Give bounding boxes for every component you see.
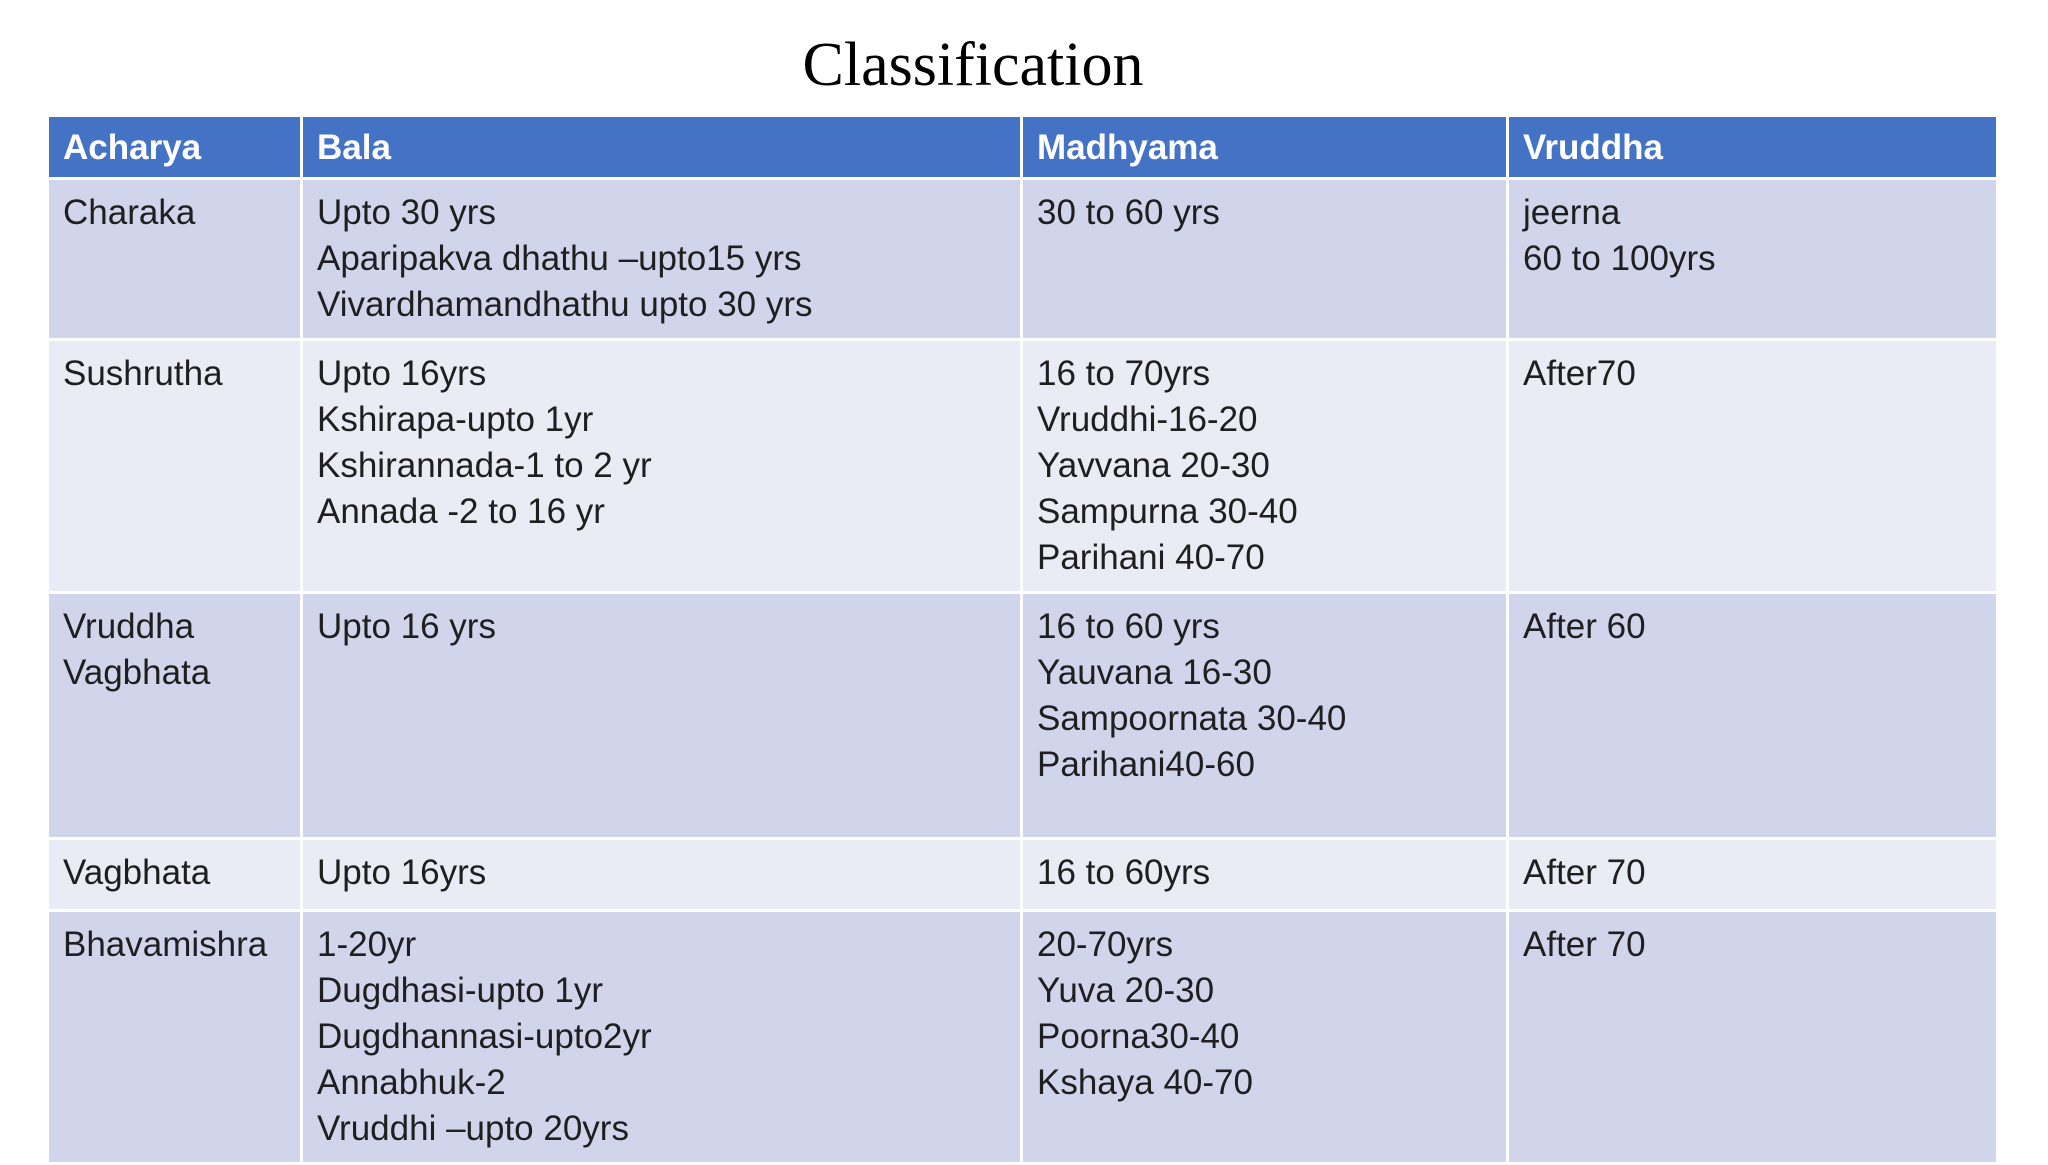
cell-line: After 70 xyxy=(1523,925,1646,964)
cell-bala xyxy=(302,593,1022,839)
cell-line: Kshaya 40-70 xyxy=(1037,1063,1253,1102)
table-row xyxy=(48,593,1998,839)
table-row xyxy=(48,839,1998,911)
cell-line: 30 to 60 yrs xyxy=(1037,193,1220,232)
cell-line: Upto 16 yrs xyxy=(317,607,496,646)
cell-line: Yauvana 16-30 xyxy=(1037,653,1272,692)
table-row xyxy=(48,179,1998,340)
cell-bala xyxy=(302,179,1022,340)
cell-acharya xyxy=(48,839,302,911)
table-header-row xyxy=(48,116,1998,179)
cell-line: Sampurna 30-40 xyxy=(1037,492,1298,531)
cell-line: After70 xyxy=(1523,354,1636,393)
cell-line: Vagbhata xyxy=(63,653,211,692)
cell-bala xyxy=(302,340,1022,593)
cell-madhyama xyxy=(1022,593,1508,839)
header-bala: Bala xyxy=(302,116,1022,179)
cell-line: Upto 30 yrs xyxy=(317,193,496,232)
table-row xyxy=(48,911,1998,1164)
cell-acharya xyxy=(48,340,302,593)
cell-line: Kshirapa-upto 1yr xyxy=(317,400,594,439)
cell-line: Bhavamishra xyxy=(63,925,268,964)
cell-vruddha xyxy=(1508,179,1998,340)
cell-madhyama xyxy=(1022,340,1508,593)
cell-line: Charaka xyxy=(63,193,196,232)
header-vruddha: Vruddha xyxy=(1508,116,1998,179)
cell-line: Annabhuk-2 xyxy=(317,1063,506,1102)
cell-line: Sampoornata 30-40 xyxy=(1037,699,1347,738)
cell-line: 20-70yrs xyxy=(1037,925,1174,964)
cell-line: Vivardhamandhathu upto 30 yrs xyxy=(317,285,813,324)
cell-madhyama xyxy=(1022,911,1508,1164)
cell-vruddha xyxy=(1508,839,1998,911)
cell-line: Vruddha xyxy=(63,607,195,646)
cell-line: jeerna xyxy=(1523,193,1621,232)
cell-line: 60 to 100yrs xyxy=(1523,239,1716,278)
cell-line: Annada -2 to 16 yr xyxy=(317,492,605,531)
table-row xyxy=(48,340,1998,593)
cell-line: Yavvana 20-30 xyxy=(1037,446,1270,485)
cell-bala xyxy=(302,911,1022,1164)
cell-line: Parihani 40-70 xyxy=(1037,538,1265,577)
cell-acharya xyxy=(48,911,302,1164)
cell-line: Sushrutha xyxy=(63,354,223,393)
cell-line: After 70 xyxy=(1523,853,1646,892)
cell-madhyama xyxy=(1022,839,1508,911)
cell-vruddha xyxy=(1508,340,1998,593)
slide-title: Classification xyxy=(802,31,1144,99)
cell-line: Vagbhata xyxy=(63,853,211,892)
cell-line: 1-20yr xyxy=(317,925,417,964)
cell-line: Dugdhannasi-upto2yr xyxy=(317,1017,652,1056)
cell-line: Upto 16yrs xyxy=(317,354,487,393)
cell-line: Yuva 20-30 xyxy=(1037,971,1215,1010)
cell-line: Parihani40-60 xyxy=(1037,745,1255,784)
cell-line: 16 to 60 yrs xyxy=(1037,607,1220,646)
cell-line: Kshirannada-1 to 2 yr xyxy=(317,446,652,485)
cell-line: 16 to 60yrs xyxy=(1037,853,1211,892)
cell-line: Dugdhasi-upto 1yr xyxy=(317,971,603,1010)
cell-line: Vruddhi –upto 20yrs xyxy=(317,1109,629,1148)
cell-bala xyxy=(302,839,1022,911)
cell-line: 16 to 70yrs xyxy=(1037,354,1211,393)
cell-line: After 60 xyxy=(1523,607,1646,646)
cell-acharya xyxy=(48,593,302,839)
classification-table xyxy=(46,114,1999,1165)
cell-line: Aparipakva dhathu –upto15 yrs xyxy=(317,239,802,278)
cell-acharya xyxy=(48,179,302,340)
header-acharya: Acharya xyxy=(48,116,302,179)
cell-line: Upto 16yrs xyxy=(317,853,487,892)
cell-line: Vruddhi-16-20 xyxy=(1037,400,1258,439)
cell-line: Poorna30-40 xyxy=(1037,1017,1240,1056)
cell-vruddha xyxy=(1508,911,1998,1164)
cell-vruddha xyxy=(1508,593,1998,839)
cell-madhyama xyxy=(1022,179,1508,340)
header-madhyama: Madhyama xyxy=(1022,116,1508,179)
